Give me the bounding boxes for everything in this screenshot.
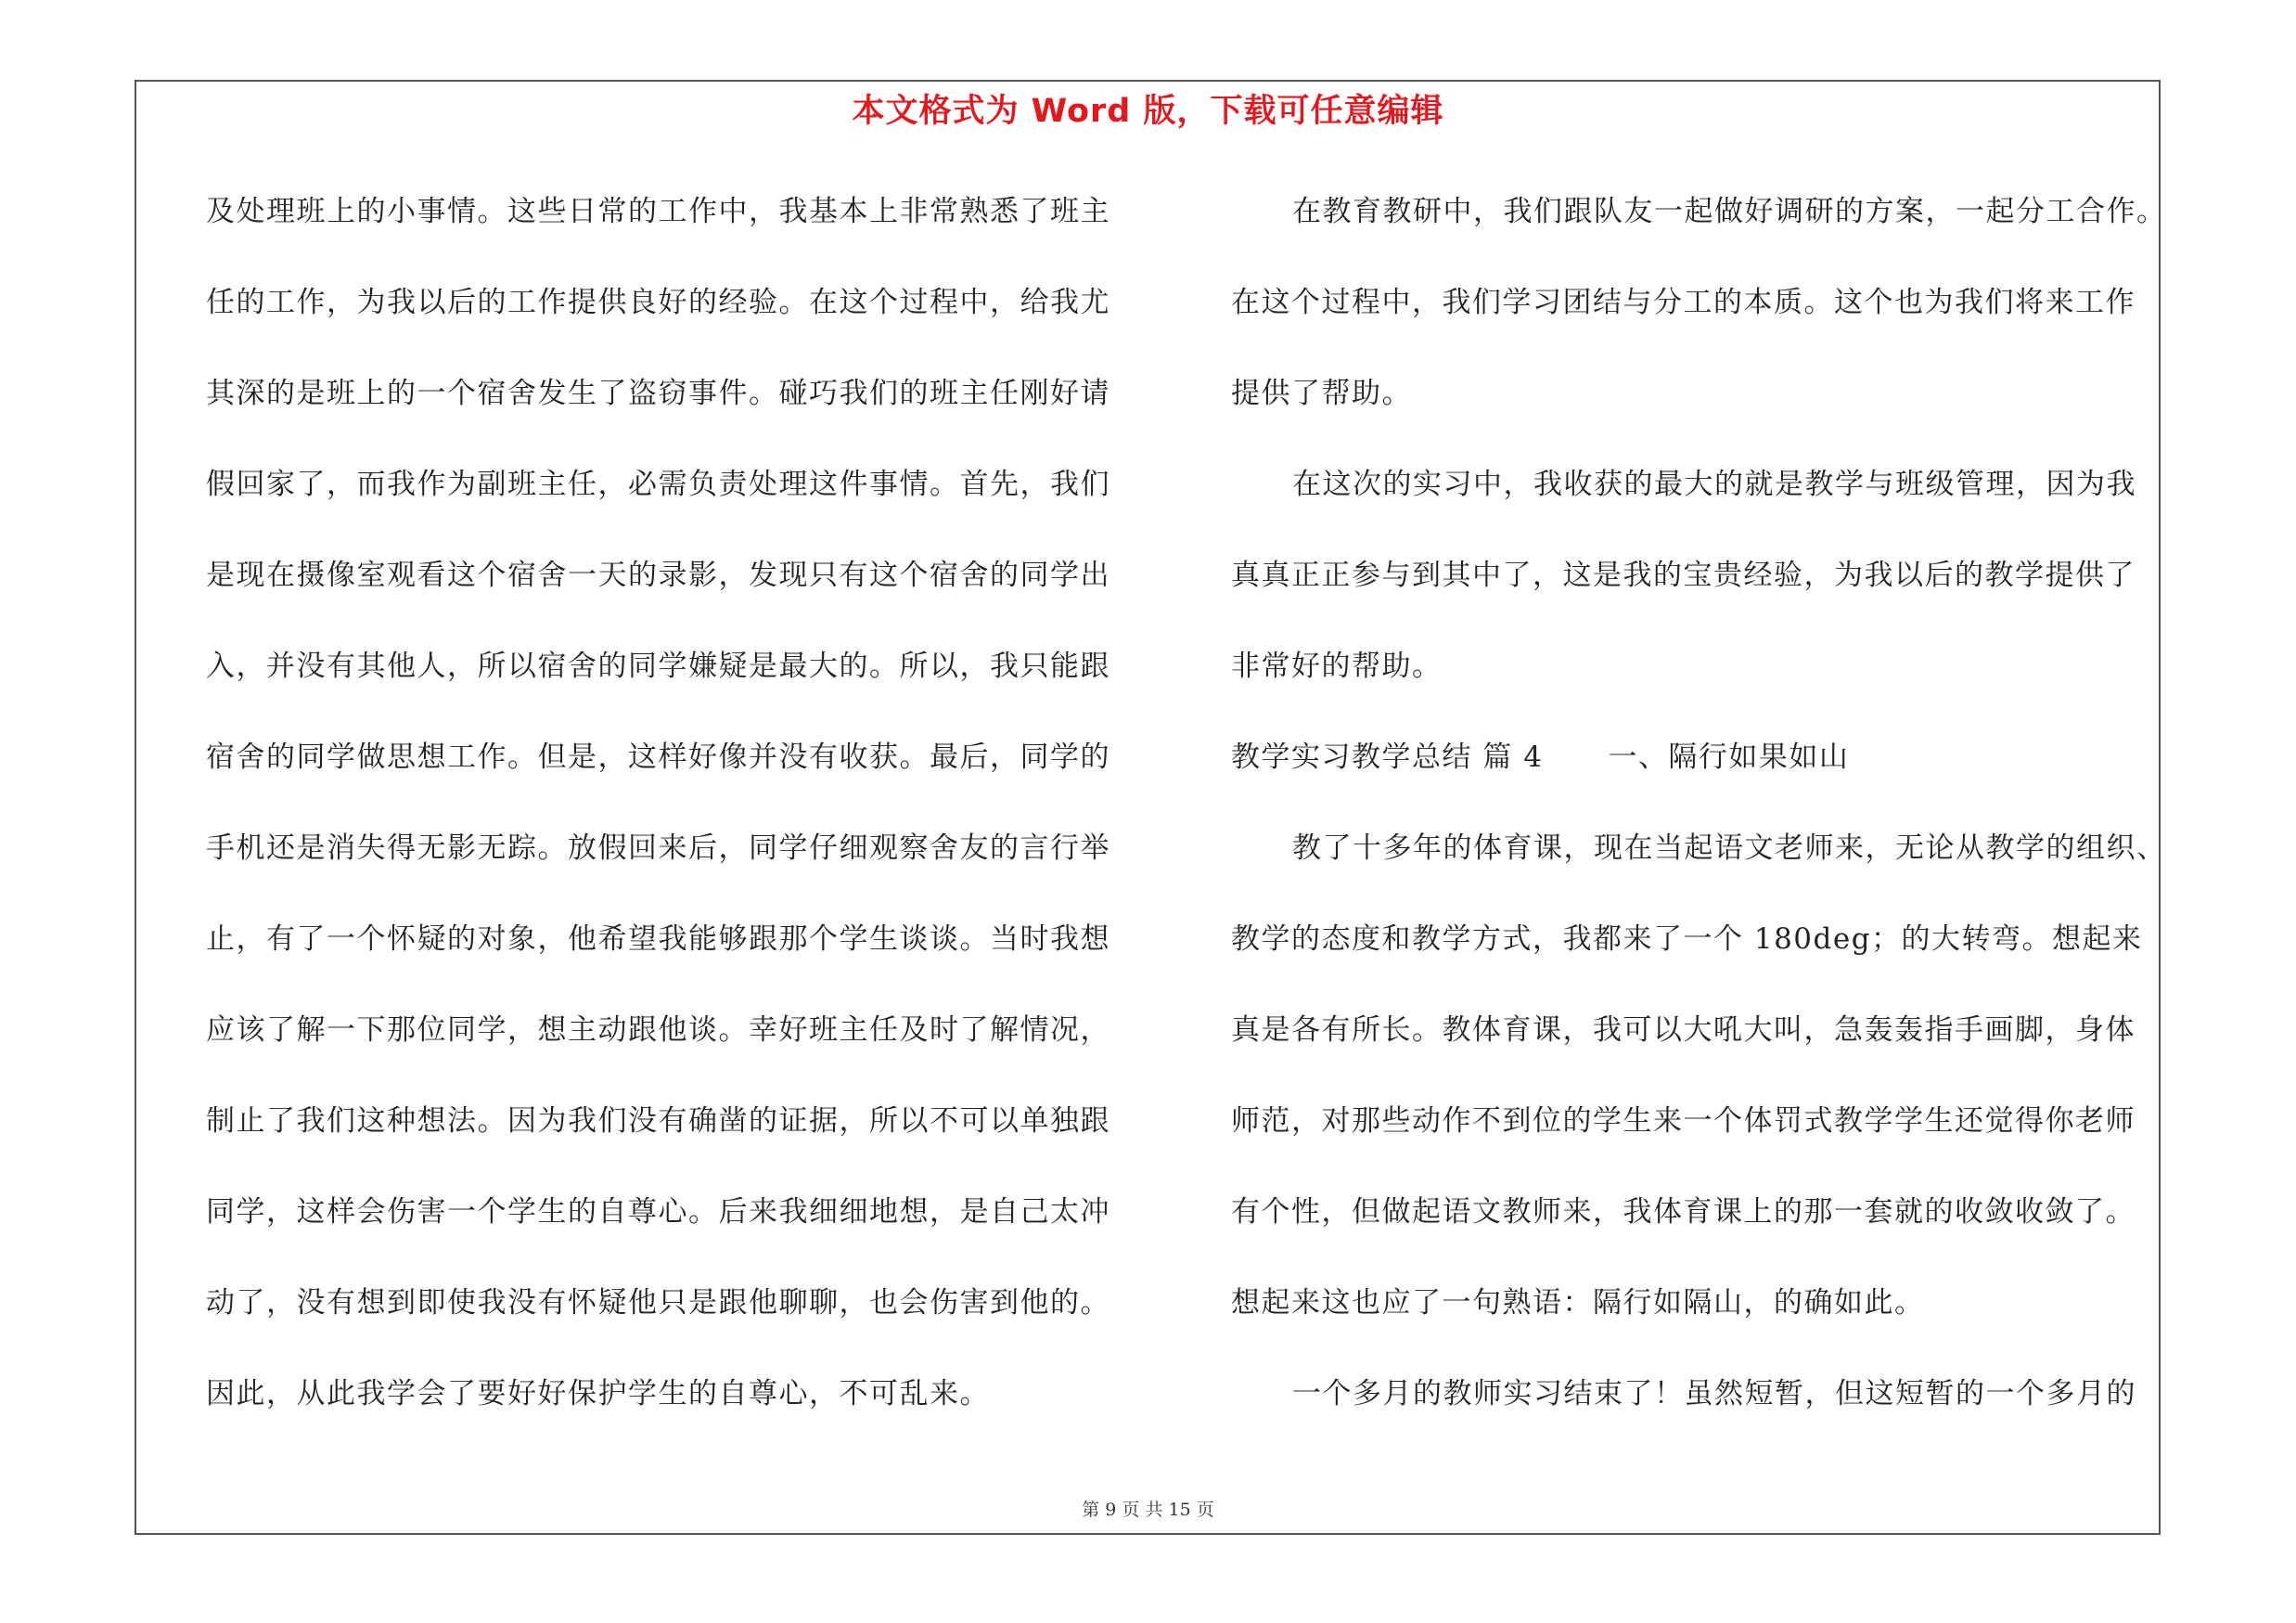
text-line: 真真正正参与到其中了，这是我的宝贵经验，为我以后的教学提供了 (1231, 559, 2136, 592)
text-line: 教学的态度和教学方式，我都来了一个 180deg；的大转弯。想起来 (1231, 922, 2143, 956)
section-subtitle: 一、隔行如果如山 (1608, 741, 1850, 774)
text-line: 因此，从此我学会了要好好保护学生的自尊心，不可乱来。 (206, 1377, 990, 1410)
text-line: 应该了解一下那位同学，想主动跟他谈。幸好班主任及时了解情况， (206, 1013, 1110, 1047)
text-line: 非常好的帮助。 (1231, 650, 1443, 683)
text-line: 及处理班上的小事情。这些日常的工作中，我基本上非常熟悉了班主 (206, 195, 1110, 228)
paragraph-first-line: 一个多月的教师实习结束了！虽然短暂，但这短暂的一个多月的 (1292, 1377, 2136, 1410)
text-line: 在这个过程中，我们学习团结与分工的本质。这个也为我们将来工作 (1231, 286, 2136, 319)
text-line: 师范，对那些动作不到位的学生来一个体罚式教学学生还觉得你老师 (1231, 1104, 2136, 1138)
header-banner: 本文格式为 Word 版，下载可任意编辑 (852, 93, 1444, 130)
paragraph-first-line: 教了十多年的体育课，现在当起语文老师来，无论从教学的组织、 (1292, 831, 2167, 865)
paragraph-first-line: 在这次的实习中，我收获的最大的就是教学与班级管理，因为我 (1292, 468, 2136, 501)
text-line: 提供了帮助。 (1231, 377, 1412, 410)
paragraph-first-line: 在教育教研中，我们跟队友一起做好调研的方案，一起分工合作。 (1292, 195, 2167, 228)
page-number: 第 9 页 共 15 页 (1082, 1500, 1214, 1520)
left-column (206, 184, 1143, 1457)
section-heading (1231, 729, 2168, 820)
right-column (1231, 184, 2168, 1457)
text-line: 有个性，但做起语文教师来，我体育课上的那一套就的收敛收敛了。 (1231, 1195, 2136, 1229)
text-line: 止，有了一个怀疑的对象，他希望我能够跟那个学生谈谈。当时我想 (206, 922, 1110, 956)
text-line: 任的工作，为我以后的工作提供良好的经验。在这个过程中，给我尤 (206, 286, 1110, 319)
text-line: 想起来这也应了一句熟语：隔行如隔山，的确如此。 (1231, 1286, 1925, 1320)
text-line: 制止了我们这种想法。因为我们没有确凿的证据，所以不可以单独跟 (206, 1104, 1110, 1138)
text-line: 是现在摄像室观看这个宿舍一天的录影，发现只有这个宿舍的同学出 (206, 559, 1110, 592)
text-line: 真是各有所长。教体育课，我可以大吼大叫，急轰轰指手画脚，身体 (1231, 1013, 2136, 1047)
section-title: 教学实习教学总结 篇 4 (1231, 741, 1544, 774)
text-line: 假回家了，而我作为副班主任，必需负责处理这件事情。首先，我们 (206, 468, 1110, 501)
text-line: 宿舍的同学做思想工作。但是，这样好像并没有收获。最后，同学的 (206, 741, 1110, 774)
text-line: 手机还是消失得无影无踪。放假回来后，同学仔细观察舍友的言行举 (206, 831, 1110, 865)
text-line: 动了，没有想到即使我没有怀疑他只是跟他聊聊，也会伤害到他的。 (206, 1286, 1110, 1320)
text-line: 其深的是班上的一个宿舍发生了盗窃事件。碰巧我们的班主任刚好请 (206, 377, 1110, 410)
text-line: 入，并没有其他人，所以宿舍的同学嫌疑是最大的。所以，我只能跟 (206, 650, 1110, 683)
text-line: 同学，这样会伤害一个学生的自尊心。后来我细细地想，是自己太冲 (206, 1195, 1110, 1229)
